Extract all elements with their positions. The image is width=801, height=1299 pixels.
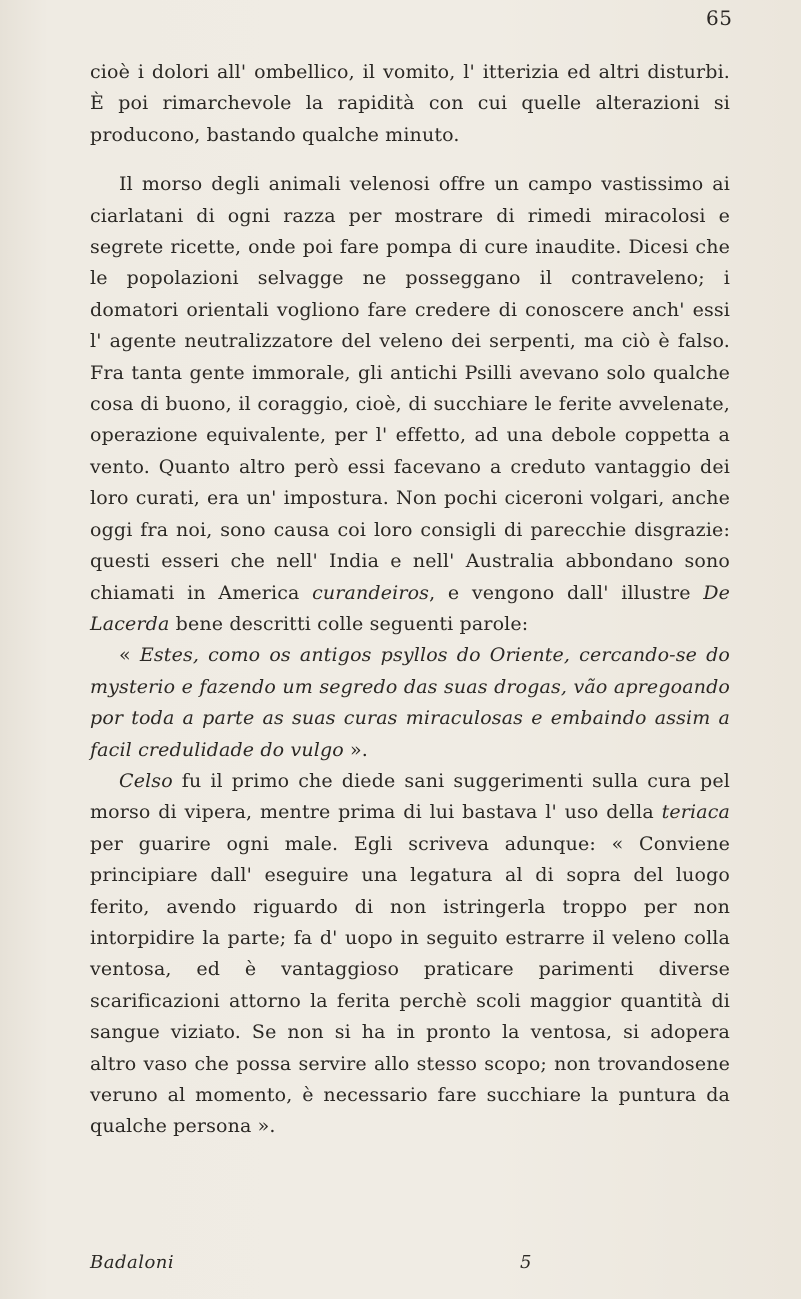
body-text: [90, 57, 730, 1143]
quotation-text: Estes, como os antigos psyllos do Oriente, cercando-se do mysterio e fazendo um segredo das suas drogas, vão apregoando por toda a parte as suas curas miraculosas e embaindo assim a facil credulidade do vulgo: [90, 644, 730, 761]
signature-mark: Badaloni: [90, 1252, 175, 1273]
page-number: 65: [706, 6, 733, 30]
italic-term-curandeiros: curandeiros: [312, 581, 430, 604]
paragraph-text: per guarire ogni male. Egli scriveva adunque: « Conviene principiare dall' eseguire una legatura al di sopra del luogo ferito, avendo riguardo di non istringerla troppo per non intorpidire la parte; fa d' uopo in seguito estrarre il veleno colla ventosa, ed è vantaggioso praticare parimenti diverse scarificazioni attorno la ferita perchè scoli maggior quantità di sangue viziato. Se non si ha in pronto la ventosa, si adopera altro vaso che possa servire allo stesso scopo; non trovandosene veruno al momento, è necessario fare succhiare la puntura da qualche persona ».: [90, 832, 730, 1138]
quote-open-mark: «: [119, 644, 140, 667]
paragraph-continuation: cioè i dolori all' ombellico, il vomito, l' itterizia ed altri disturbi. È poi rimarchevole la rapidità con cui quelle alterazioni si producono, bastando qualche minuto.: [90, 61, 730, 146]
paragraph-text: , e vengono dall' illustre: [429, 581, 704, 604]
paragraph-text: fu il primo che diede sani suggerimenti sulla cura pel morso di vipera, mentre prima di lui bastava l' uso della: [90, 769, 730, 824]
italic-term-teriaca: teriaca: [661, 801, 730, 824]
portuguese-quotation: [90, 640, 730, 766]
quote-close-mark: ».: [343, 738, 368, 761]
paragraph-celso: [90, 766, 730, 1143]
italic-author-name: De Lacerda: [90, 581, 730, 635]
paragraph-text: bene descritti colle seguenti parole:: [169, 612, 529, 635]
signature-number: 5: [520, 1252, 532, 1273]
paragraph-venomous-bites: [90, 169, 730, 640]
paragraph-text: Il morso degli animali velenosi offre un campo vastissimo ai ciarlatani di ogni razza per mostrare di rimedi miracolosi e segrete ricette, onde poi fare pompa di cure inaudite. Dicesi che le popolazioni selvagge ne posseggano il contraveleno; i domatori orientali vogliono fare credere di conoscere anch' essi l' agente neutralizzatore del veleno dei serpenti, ma ciò è falso. Fra tanta gente immorale, gli antichi Psilli avevano solo qualche cosa di buono, il coraggio, cioè, di succhiare le ferite avvelenate, operazione equivalente, per l' effetto, ad una debole coppetta a vento. Quanto altro però essi facevano a creduto vantaggio dei loro curati, era un' impostura. Non pochi ciceroni volgari, anche oggi fra noi, sono causa coi loro consigli di parecchie disgrazie: questi esseri che nell' India e nell' Australia abbondano sono chiamati in America: [90, 173, 730, 604]
italic-author-name: Celso: [119, 769, 173, 792]
